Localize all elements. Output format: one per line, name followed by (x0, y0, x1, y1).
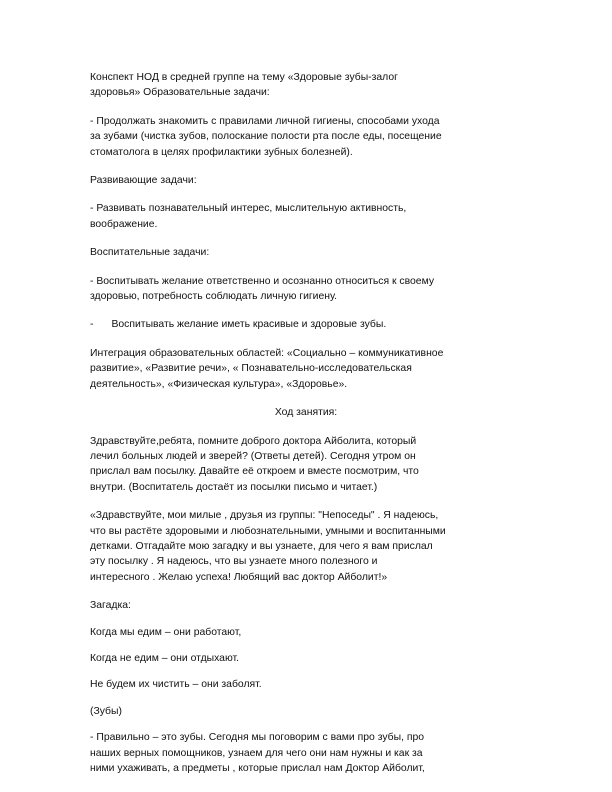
riddle-line: Не будем их чистить – они заболят. (90, 679, 262, 691)
text-line: здоровью, потребность соблюдать личную гигиену. (90, 291, 338, 303)
upbringing-tasks-heading: Воспитательные задачи: (90, 247, 210, 259)
list-dash: - (90, 319, 94, 331)
text-line: Здравствуйте,ребята, помните доброго доктора Айболита, который (90, 435, 417, 447)
riddle-answer: (Зубы) (90, 705, 122, 717)
text-line: детками. Отгадайте мою загадку и вы узнаете, для чего я вам прислал (90, 540, 433, 552)
text-line: за зубами (чистка зубов, полоскание полости рта после еды, посещение (90, 131, 442, 143)
document-title (90, 70, 522, 101)
text-line: внутри. (Воспитатель достаёт из посылки письмо и читает.) (90, 481, 378, 493)
developmental-tasks-heading: Развивающие задачи: (90, 175, 197, 187)
text-line: - Развивать познавательный интерес, мыслительную активность, (90, 203, 407, 215)
document-page (90, 70, 522, 789)
title-line: здоровья» Образовательные задачи: (90, 87, 270, 99)
riddle-line: Когда не едим – они отдыхают. (90, 652, 240, 664)
educational-tasks-paragraph (90, 114, 522, 160)
riddle-heading: Загадка: (90, 600, 131, 612)
letter-paragraph (90, 508, 522, 585)
text-line: Воспитывать желание иметь красивые и здоровые зубы. (111, 319, 387, 331)
text-line: прислал вам посылку. Давайте её откроем и вместе посмотрим, что (90, 466, 419, 478)
integration-paragraph (90, 346, 522, 392)
lesson-course-heading: Ход занятия: (274, 407, 338, 419)
final-paragraph (90, 730, 522, 776)
text-line: воображение. (90, 218, 158, 230)
text-line: стоматолога в целях профилактики зубных болезней). (90, 146, 353, 158)
text-line: - Воспитывать желание ответственно и осознанно относиться к своему (90, 275, 435, 287)
upbringing-task-2 (90, 317, 522, 332)
text-line: Интеграция образовательных областей: «Социально – коммуникативное (90, 347, 444, 359)
text-line: ними ухаживать, а предметы , которые прислал нам Доктор Айболит, (90, 763, 425, 774)
title-line: Конспект НОД в средней группе на тему «Здоровые зубы-залог (90, 72, 398, 83)
text-line: что вы растёте здоровыми и любознательными, умными и воспитанными (90, 525, 446, 537)
text-line: наших верных помощников, узнаем для чего они нам нужны и как за (90, 747, 423, 759)
text-line: деятельность», «Физическая культура», «Здоровье». (90, 378, 348, 390)
text-line: - Правильно – это зубы. Сегодня мы поговорим с вами про зубы, про (90, 732, 425, 744)
riddle-line: Когда мы едим – они работают, (90, 626, 242, 638)
text-line: - Продолжать знакомить с правилами личной гигиены, способами ухода (90, 115, 440, 127)
text-line: эту посылку . Я надеюсь, что вы узнаете много полезного и (90, 556, 378, 568)
text-line: лечил больных людей и зверей? (Ответы детей). Сегодня утром он (90, 450, 416, 462)
text-line: «Здравствуйте, мои милые , друзья из группы: "Непоседы" . Я надеюсь, (90, 510, 439, 522)
text-line: развитие», «Развитие речи», « Познавательно-исследовательская (90, 363, 412, 375)
greeting-paragraph (90, 434, 522, 496)
text-line: интересного . Желаю успеха! Любящий вас доктор Айболит!» (90, 571, 388, 583)
developmental-tasks-paragraph (90, 201, 522, 232)
upbringing-task-1 (90, 274, 522, 305)
